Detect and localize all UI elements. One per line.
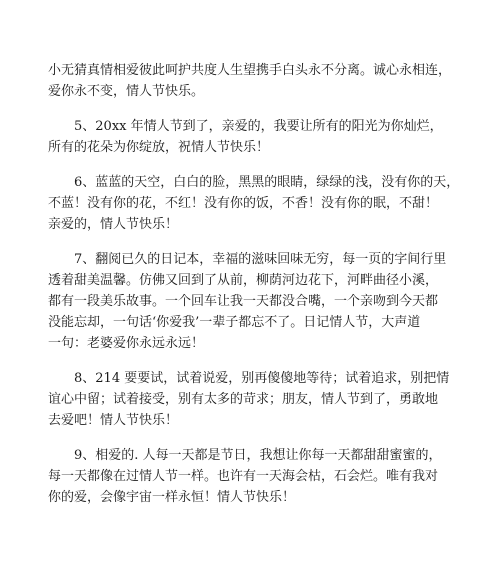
paragraph-4-continued	[48, 60, 478, 102]
text-line: 9、相爱的. 人每一天都是节日，我想让你每一天都甜甜蜜蜜的，	[74, 448, 442, 463]
text-line: 爱你永不变，情人节快乐。	[48, 84, 205, 99]
paragraph-6	[48, 172, 478, 235]
text-line: 所有的花朵为你绽放，祝情人节快乐！	[48, 140, 270, 155]
text-line: 小无猜真情相爱彼此呵护共度人生望携手白头永不分离。诚心永相连，	[48, 63, 452, 78]
text-line: 6、蓝蓝的天空，白白的脸，黑黑的眼睛，绿绿的浅，没有你的天，	[74, 175, 460, 190]
text-line: 透着甜美温馨。仿佛又回到了从前，柳荫河边花下，河畔曲径小溪，	[48, 273, 439, 288]
text-line: 8、214 要要试，试着说爱，别再傻傻地等待；试着追求，别把情	[74, 371, 450, 386]
text-line: 不蓝！没有你的花，不红！没有你的饭，不香！没有你的眠，不甜！	[48, 196, 439, 211]
text-line: 亲爱的，情人节快乐！	[48, 217, 179, 232]
text-line: 谊心中留；试着接受，别有太多的苛求；朋友，情人节到了，勇敢地	[48, 392, 439, 407]
text-line: 每一天都像在过情人节一样。也许有一天海会枯，石会烂。唯有我对	[48, 469, 439, 484]
text-line: 一句：老婆爱你永远永远！	[48, 336, 205, 351]
paragraph-9	[48, 445, 478, 508]
document-body	[48, 60, 478, 522]
paragraph-8	[48, 368, 478, 431]
text-line: 都有一段美乐故事。一个回车让我一天都没合嘴，一个亲吻到今天都	[48, 294, 439, 309]
paragraph-5	[48, 116, 478, 158]
text-line: 你的爱，会像宇宙一样永恒！情人节快乐！	[48, 490, 296, 505]
text-line: 5、20xx 年情人节到了，亲爱的，我要让所有的阳光为你灿烂，	[74, 119, 443, 134]
paragraph-7	[48, 249, 478, 354]
text-line: 去爱吧！情人节快乐！	[48, 413, 179, 428]
text-line: 没能忘却，一句话‘你爱我’一辈子都忘不了。日记情人节，大声道	[48, 315, 421, 330]
text-line: 7、翻阅已久的日记本，幸福的滋味回味无穷，每一页的字间行里	[74, 252, 447, 267]
